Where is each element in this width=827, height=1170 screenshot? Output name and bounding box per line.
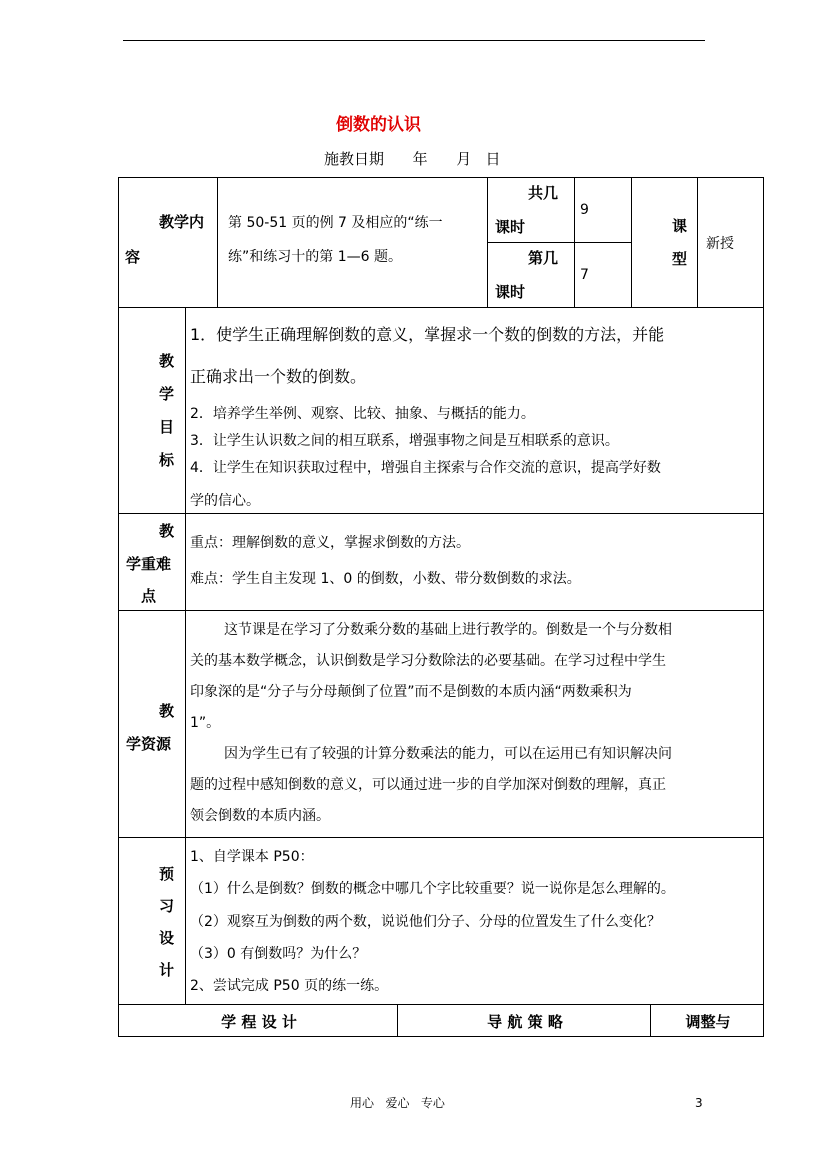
page-title: 倒数的认识	[336, 115, 421, 135]
adjustment-header: 调整与	[650, 1004, 764, 1037]
content-label-cell: 教学内 容	[118, 177, 218, 308]
keypoints-content: 重点：理解倒数的意义，掌握求倒数的方法。 难点：学生自主发现 1、0 的倒数，小数、带分数倒数的求法。	[185, 513, 764, 611]
content-text-cell: 第 50-51 页的例 7 及相应的“练一 练”和练习十的第 1—6 题。	[217, 177, 488, 308]
page-number: 3	[695, 1096, 703, 1110]
process-design-header: 学 程 设 计	[118, 1004, 398, 1037]
preview-label-cell: 预 习 设 计	[118, 837, 186, 1005]
header-rule	[123, 40, 705, 41]
lesson-type-value: 新授	[697, 177, 764, 308]
period-number-value: 7	[574, 242, 632, 308]
total-periods-label: 共几 课时	[487, 177, 575, 243]
navigation-strategy-header: 导 航 策 略	[397, 1004, 651, 1037]
total-periods-value: 9	[574, 177, 632, 243]
footer-motto: 用心 爱心 专心	[350, 1096, 445, 1110]
objectives-label-cell: 教 学 目 标	[118, 307, 186, 514]
resources-content: 这节课是在学习了分数乘分数的基础上进行教学的。倒数是一个与分数相 关的基本数学概念，认识倒数是学习分数除法的必要基础。在学习过程中学生 印象深的是“分子与分母颠倒了位置”而不是倒数的本质内涵“两数乘积为 1”。 因为学生已有了较强的计算分数乘法的能力，可以在运用已有知识解决问 题的过程中感知倒数的意义，可以通过进一步的自学加深对倒数的理解，真正 领会倒数的本质内涵。	[185, 610, 764, 838]
resources-label-cell: 教 学资源	[118, 610, 186, 838]
objectives-content: 1．使学生正确理解倒数的意义，掌握求一个数的倒数的方法，并能 正确求出一个数的倒数。 2．培养学生举例、观察、比较、抽象、与概括的能力。 3．让学生认识数之间的相互联系，增强事物之间是互相联系的意识。 4．让学生在知识获取过程中，增强自主探索与合作交流的意识，提高学好数 学的信心。	[185, 307, 764, 514]
lesson-type-label: 课 型	[631, 177, 698, 308]
date-line: 施教日期 年 月 日	[324, 150, 501, 168]
period-number-label: 第几 课时	[487, 242, 575, 308]
keypoints-label-cell: 教 学重难 点	[118, 513, 186, 611]
preview-content: 1、自学课本 P50： （1）什么是倒数？倒数的概念中哪几个字比较重要？说一说你是怎么理解的。 （2）观察互为倒数的两个数，说说他们分子、分母的位置发生了什么变化？ （3）0 有倒数吗？为什么？ 2、尝试完成 P50 页的练一练。	[185, 837, 764, 1005]
